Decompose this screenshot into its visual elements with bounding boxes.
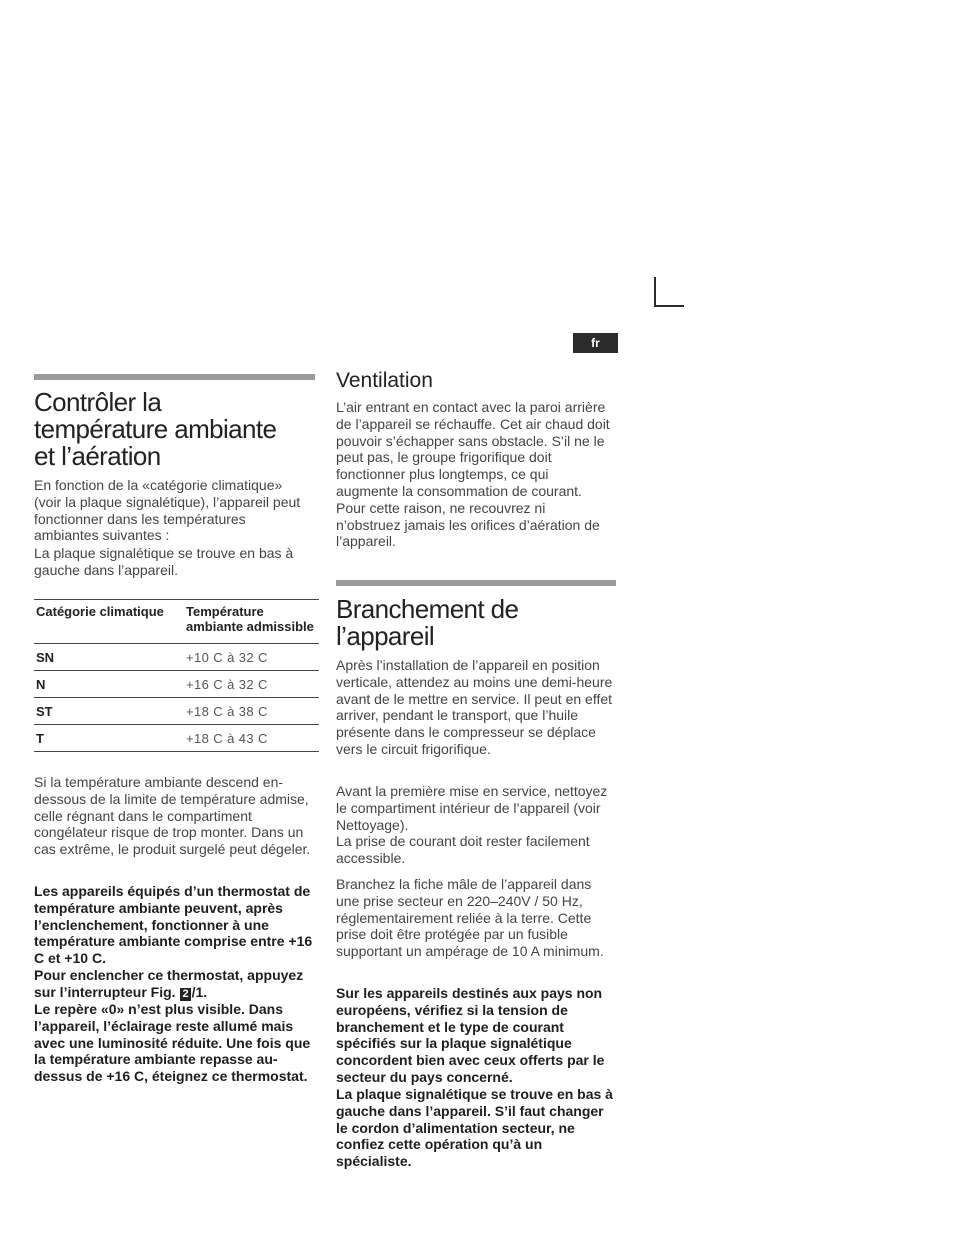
- table-row: [34, 725, 319, 752]
- section-title-ventilation: Ventilation: [336, 369, 433, 392]
- title-line: Branchement de: [336, 594, 519, 624]
- switch-instruction-text: Pour enclencher ce thermostat, appuyez sur l’interrupteur Fig.: [34, 967, 304, 1000]
- section-rule-right: [336, 580, 616, 586]
- socket-paragraph: La prise de courant doit rester facilement accessible.: [336, 833, 590, 866]
- title-line: Contrôler la: [34, 387, 162, 417]
- thermostat-paragraph: Les appareils équipés d’un thermostat de température ambiante peuvent, après l’enclenchement, fonctionner à une température ambiante comprise entre +16 C et +10 C.: [34, 883, 313, 967]
- temperature-range-cell: +18 C à 38 C: [176, 698, 319, 725]
- intro-paragraph: En fonction de la «catégorie climatique» (voir la plaque signalétique), l’appareil peut fonctionner dans les températures ambiantes suivantes :: [34, 477, 301, 544]
- climate-class-cell: N: [34, 671, 176, 698]
- crop-mark-vertical: [654, 277, 656, 307]
- header-ambient-temperature: Température ambiante admissible: [176, 600, 319, 644]
- marker-paragraph: Le repère «0» n’est plus visible. Dans l’appareil, l’éclairage reste allumé mais avec une luminosité réduite. Une fois que la température ambiante repasse au-dessus de +16 C, éteignez ce thermostat.: [34, 1001, 311, 1085]
- temperature-range-cell: +10 C à 32 C: [176, 644, 319, 671]
- power-cord-paragraph: La plaque signalétique se trouve en bas à gauche dans l’appareil. S’il faut changer le cordon d’alimentation secteur, ne confiez cette opération qu’à un spécialiste.: [336, 1086, 613, 1170]
- installation-paragraph: Après l’installation de l’appareil en position verticale, attendez au moins une demi-heure avant de le mettre en service. Il peut en effet arriver, pendant le transport, que l’huile présente dans le compresseur se déplace vers le circuit frigorifique.: [336, 657, 613, 757]
- low-temperature-paragraph: Si la température ambiante descend en-dessous de la limite de température admise, celle régnant dans le compartiment congélateur risque de trop monter. Dans un cas extrême, le produit surgelé peut dégeler.: [34, 774, 311, 858]
- title-line: température ambiante: [34, 414, 277, 444]
- section-title-connection: [336, 596, 618, 650]
- figure-number-badge: 2: [182, 987, 189, 1000]
- climate-class-cell: SN: [34, 644, 176, 671]
- climate-class-cell: T: [34, 725, 176, 752]
- table-row: [34, 698, 319, 725]
- ventilation-paragraph: L’air entrant en contact avec la paroi arrière de l’appareil se réchauffe. Cet air chaud doit pouvoir s’échapper sans obstacle. S’il ne le peut pas, le groupe frigorifique doit fonctionner plus longtemps, ce qui augmente la consommation de courant. Pour cette raison, ne recouvrez ni n’obstruez jamais les orifices d’aération de l’appareil.: [336, 399, 610, 550]
- table-row: [34, 644, 319, 671]
- language-tab: fr: [573, 333, 618, 353]
- table-row: [34, 671, 319, 698]
- crop-mark-horizontal: [654, 305, 684, 307]
- switch-instruction-suffix: /1.: [191, 983, 208, 1000]
- title-line: et l’aération: [34, 441, 161, 471]
- table-header-row: [34, 600, 319, 644]
- section-rule-left: [34, 374, 315, 380]
- temperature-range-cell: +18 C à 43 C: [176, 725, 319, 752]
- header-climate-class: Catégorie climatique: [34, 600, 176, 644]
- climate-class-table: [34, 599, 319, 752]
- section-title-temperature: [34, 389, 319, 470]
- nameplate-paragraph: La plaque signalétique se trouve en bas à gauche dans l’appareil.: [34, 545, 294, 578]
- climate-class-cell: ST: [34, 698, 176, 725]
- title-line: l’appareil: [336, 621, 435, 651]
- cleaning-paragraph: Avant la première mise en service, nettoyez le compartiment intérieur de l’appareil (voir Nettoyage).: [336, 783, 608, 833]
- plug-paragraph: Branchez la fiche mâle de l’appareil dans une prise secteur en 220–240V / 50 Hz, réglementairement reliée à la terre. Cette prise doit être protégée par un fusible supportant un ampérage de 10 A minimum.: [336, 876, 604, 960]
- non-european-paragraph: Sur les appareils destinés aux pays non européens, vérifiez si la tension de branchement et le type de courant spécifiés sur la plaque signalétique concordent bien avec ceux offerts par le secteur du pays concerné.: [336, 985, 605, 1085]
- thermostat-switch-paragraph: [34, 967, 322, 1001]
- temperature-range-cell: +16 C à 32 C: [176, 671, 319, 698]
